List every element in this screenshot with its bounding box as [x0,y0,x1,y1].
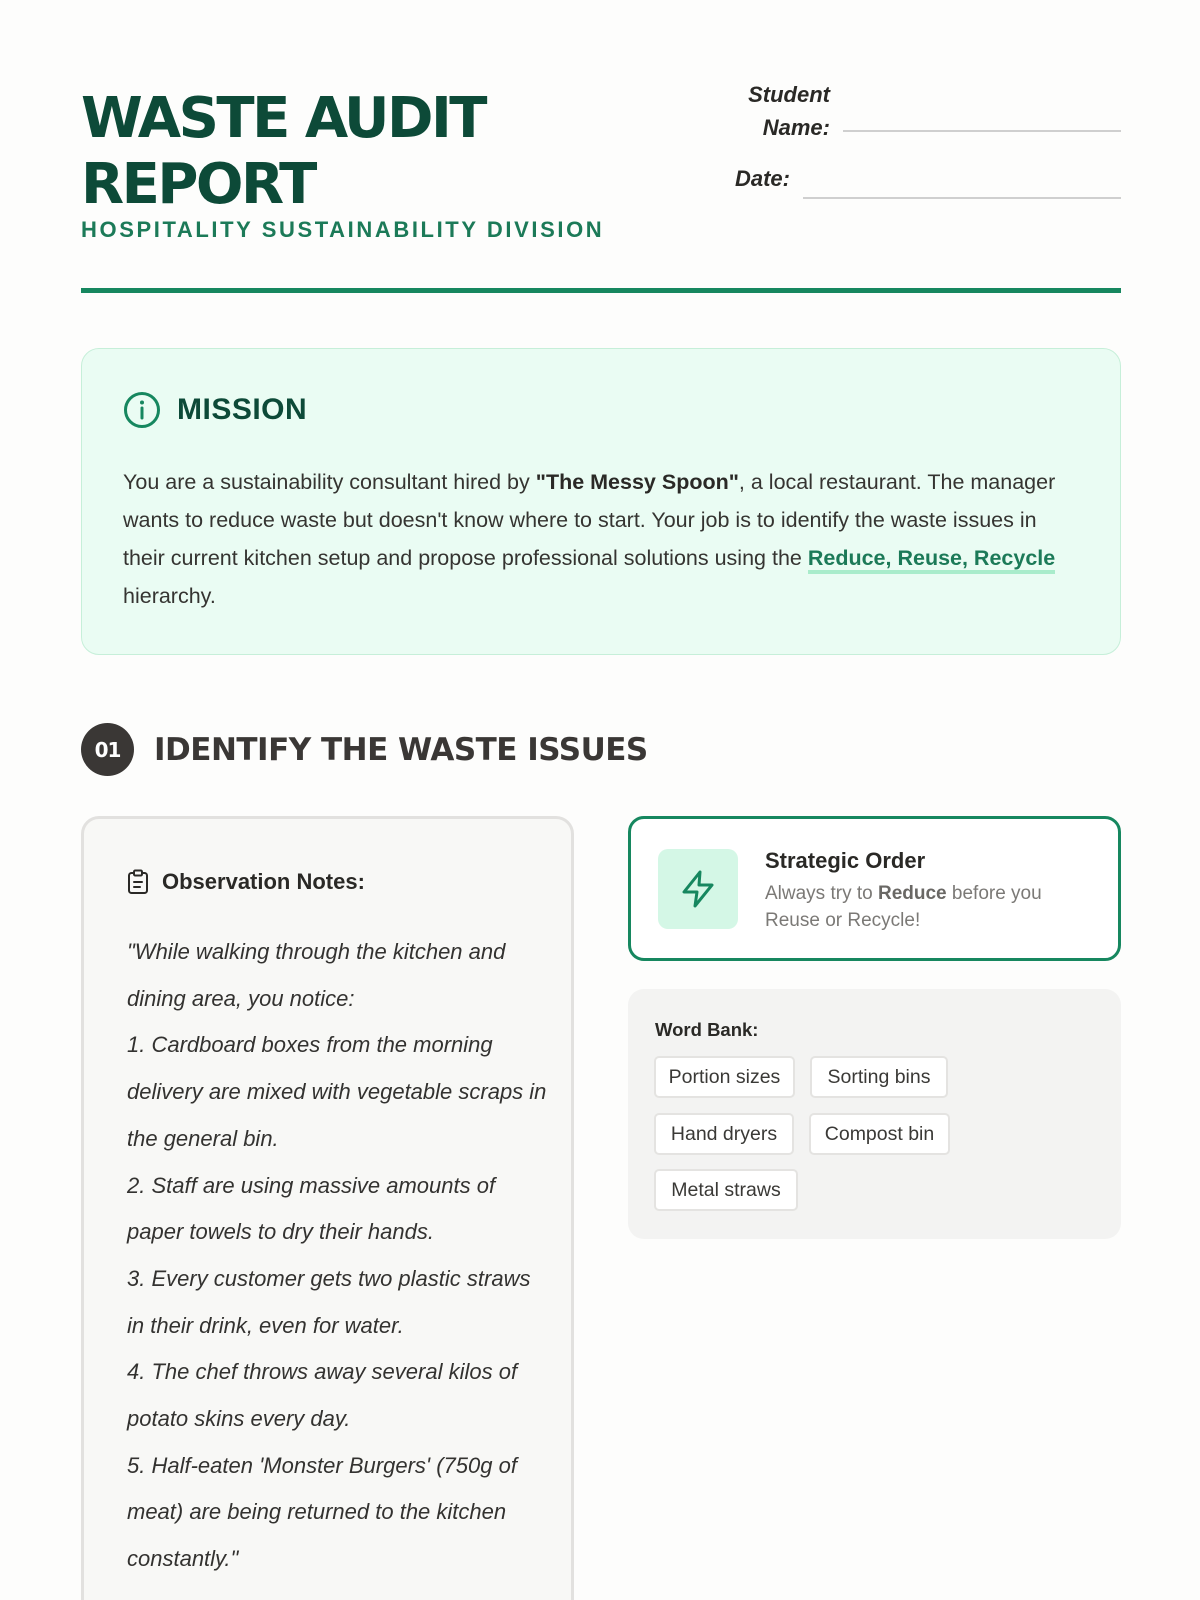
section-title: IDENTIFY THE WASTE ISSUES [154,731,648,768]
word-chip-sorting-bins[interactable]: Sorting bins [810,1056,948,1098]
observation-heading [126,869,365,895]
strategic-order-text [765,880,1085,934]
word-chip-compost-bin[interactable]: Compost bin [809,1113,950,1155]
student-name-label [700,78,830,144]
mission-text-middle: , a local restaurant. The manager wants to reduce waste but doesn't know where to start. Your job is to identify the waste issues in their current kitchen setup and propose professional solutions using the [123,470,1056,570]
strategic-order-title: Strategic Order [765,848,926,873]
strategic-icon-tile [658,849,738,929]
page-title [81,86,601,218]
hierarchy-highlight: Reduce, Reuse, Recycle [808,546,1055,574]
date-label: Date: [734,166,790,191]
section-number-badge: 01 [81,723,134,776]
strategic-text-start: Always try to [765,883,878,904]
strategic-order-card [628,816,1121,961]
info-circle-icon [123,391,161,429]
observation-item-4: 4. The chef throws away several kilos of potato skins every day. [127,1359,518,1432]
student-label-line-2: Name: [762,115,830,140]
restaurant-name: "The Messy Spoon" [535,470,739,494]
clipboard-icon [126,869,150,895]
division-subtitle: HOSPITALITY SUSTAINABILITY DIVISION [81,217,605,242]
mission-heading [123,391,307,429]
word-bank [628,989,1121,1239]
date-field[interactable] [803,197,1121,199]
title-line-1: WASTE AUDIT [81,86,485,151]
observation-notes-card [81,816,574,1600]
word-bank-title: Word Bank: [655,1019,759,1040]
observation-item-3: 3. Every customer gets two plastic straws in their drink, even for water. [127,1265,531,1338]
mission-box [81,348,1121,655]
mission-text-end: hierarchy. [123,584,216,608]
observation-item-2: 2. Staff are using massive amounts of paper towels to dry their hands. [127,1172,496,1245]
observation-text [127,929,547,1583]
observation-title: Observation Notes: [162,869,365,894]
word-chip-hand-dryers[interactable]: Hand dryers [654,1113,794,1155]
strategic-text-end: before you Reuse or Recycle! [765,883,1042,931]
mission-text-start: You are a sustainability consultant hired by [123,470,536,494]
title-line-2: REPORT [81,152,315,217]
observation-intro: "While walking through the kitchen and dining area, you notice: [127,939,506,1011]
word-chip-portion-sizes[interactable]: Portion sizes [654,1056,795,1098]
observation-item-5: 5. Half-eaten 'Monster Burgers' (750g of meat) are being returned to the kitchen constantly." [127,1452,517,1572]
lightning-bolt-icon [679,869,717,909]
mission-title: MISSION [177,393,308,426]
section-heading [81,723,648,776]
observation-item-1: 1. Cardboard boxes from the morning delivery are mixed with vegetable scraps in the general bin. [127,1032,547,1151]
header-divider [81,288,1121,293]
mission-text [123,463,1083,615]
report-header [81,86,1121,296]
student-label-line-1: Student [748,82,830,107]
strategic-reduce: Reduce [877,883,947,904]
student-name-field[interactable] [843,130,1121,132]
word-chip-metal-straws[interactable]: Metal straws [654,1169,798,1211]
